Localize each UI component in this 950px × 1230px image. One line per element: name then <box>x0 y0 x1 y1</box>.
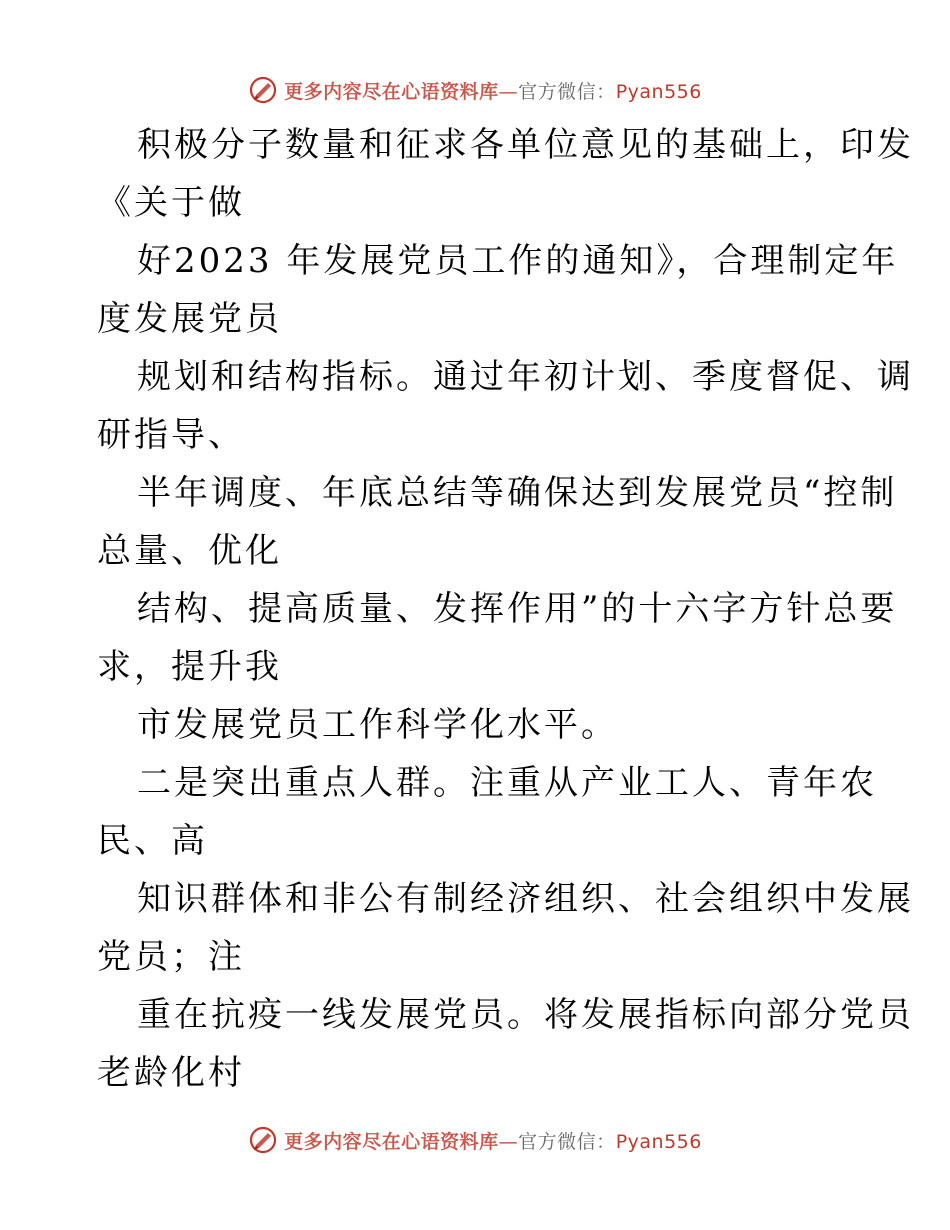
text-line: 度发展党员 <box>97 299 282 339</box>
watermark-label: 官方微信： <box>518 80 616 103</box>
text-line: 重在抗疫一线发展党员。将发展指标向部分党员 <box>137 995 914 1035</box>
watermark-text <box>284 1127 702 1154</box>
document-body <box>97 116 914 1102</box>
text-line: 半年调度、年底总结等确保达到发展党员“控制 <box>137 473 898 513</box>
watermark-label: 官方微信： <box>518 1130 616 1153</box>
text-line: 规划和结构指标。通过年初计划、季度督促、调 <box>137 357 914 397</box>
text-line: 党员；注 <box>97 937 245 977</box>
watermark-wechat-id: Pyan556 <box>615 80 702 103</box>
text-line: 积极分子数量和征求各单位意见的基础上，印发 <box>137 125 914 165</box>
watermark-brand: 更多内容尽在心语资料库 <box>284 80 499 103</box>
text-line: 知识群体和非公有制经济组织、社会组织中发展 <box>137 879 914 919</box>
pen-logo-icon <box>248 75 278 105</box>
header-watermark <box>0 70 950 110</box>
text-line: 结构、提高质量、发挥作用”的十六字方针总要 <box>137 589 898 629</box>
text-line: 民、高 <box>97 821 208 861</box>
text-line: 研指导、 <box>97 415 245 455</box>
watermark-text <box>284 77 702 104</box>
watermark-separator: — <box>498 80 519 103</box>
watermark-separator: — <box>498 1130 519 1153</box>
watermark-brand: 更多内容尽在心语资料库 <box>284 1130 499 1153</box>
text-line: 求，提升我 <box>97 647 282 687</box>
text-line: 好2023 年发展党员工作的通知》，合理制定年 <box>137 241 899 281</box>
text-line: 总量、优化 <box>97 531 282 571</box>
text-line: 市发展党员工作科学化水平。 <box>137 705 618 745</box>
text-line: 老龄化村 <box>97 1053 245 1093</box>
pen-logo-icon <box>248 1125 278 1155</box>
text-line: 二是突出重点人群。注重从产业工人、青年农 <box>137 763 877 803</box>
text-line: 《关于做 <box>97 183 245 223</box>
footer-watermark <box>0 1120 950 1160</box>
watermark-wechat-id: Pyan556 <box>615 1130 702 1153</box>
